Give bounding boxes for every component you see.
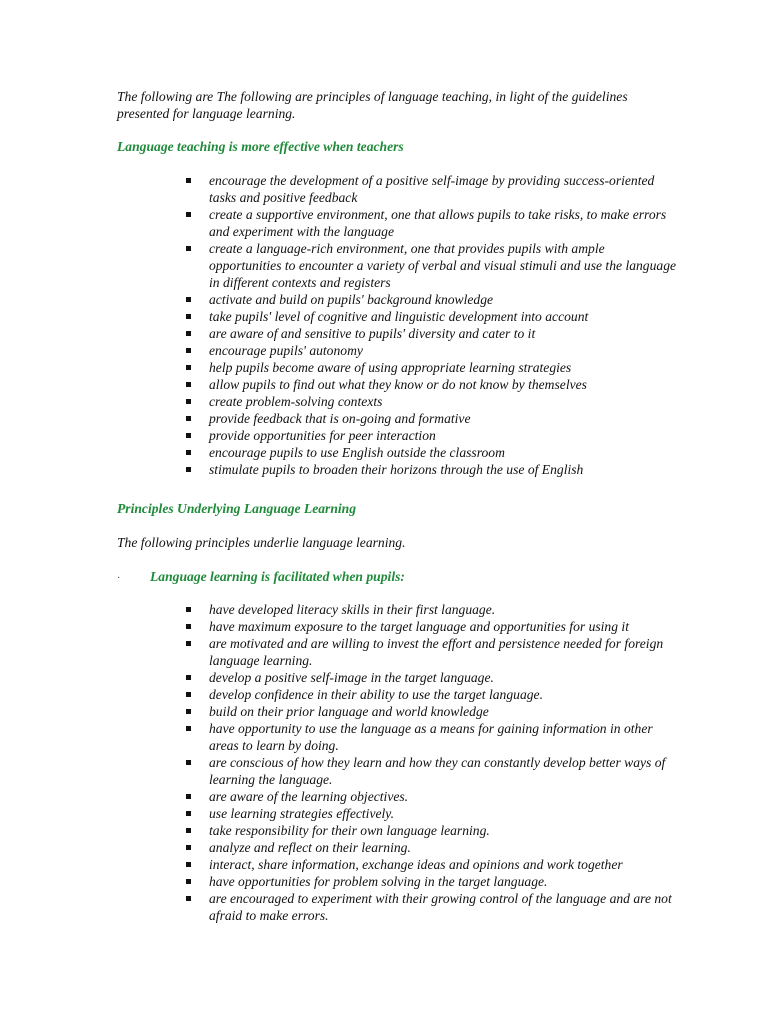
section1-heading: Language teaching is more effective when teachers [117,139,404,154]
list-item: use learning strategies effectively. [209,805,679,822]
section2-subheading: Language learning is facilitated when pupils: [150,569,405,584]
list-item: encourage pupils' autonomy [209,342,679,359]
list-item: interact, share information, exchange ideas and opinions and work together [209,856,679,873]
list-item: develop a positive self-image in the target language. [209,669,679,686]
list-item: develop confidence in their ability to use the target language. [209,686,679,703]
list-item: allow pupils to find out what they know or do not know by themselves [209,376,679,393]
list-item: build on their prior language and world knowledge [209,703,679,720]
section2-intro: The following principles underlie language learning. [117,535,406,550]
list-item: stimulate pupils to broaden their horizons through the use of English [209,461,679,478]
list-item: are motivated and are willing to invest the effort and persistence needed for foreign language learning. [209,635,679,669]
list-item: have maximum exposure to the target language and opportunities for using it [209,618,679,635]
list-item: provide feedback that is on-going and formative [209,410,679,427]
list-item: create a language-rich environment, one that provides pupils with ample opportunities to encounter a variety of verbal and visual stimuli and use the language in different contexts and registers [209,240,679,291]
section1-list [209,172,679,478]
list-item: encourage pupils to use English outside the classroom [209,444,679,461]
list-item: are conscious of how they learn and how they can constantly develop better ways of learning the language. [209,754,679,788]
intro-paragraph: The following are The following are principles of language teaching, in light of the guidelines presented for language learning. [117,89,628,121]
list-item: have developed literacy skills in their first language. [209,601,679,618]
list-item: help pupils become aware of using appropriate learning strategies [209,359,679,376]
list-item: are encouraged to experiment with their growing control of the language and are not afraid to make errors. [209,890,679,924]
section2-heading: Principles Underlying Language Learning [117,501,357,516]
list-item: take responsibility for their own language learning. [209,822,679,839]
list-item: create a supportive environment, one that allows pupils to take risks, to make errors and experiment with the language [209,206,679,240]
list-item: create problem-solving contexts [209,393,679,410]
list-item: have opportunity to use the language as a means for gaining information in other areas to learn by doing. [209,720,679,754]
list-item: activate and build on pupils' background knowledge [209,291,679,308]
list-item: are aware of and sensitive to pupils' diversity and cater to it [209,325,679,342]
section2-list [209,601,679,924]
section2-marker: · [117,573,121,584]
list-item: are aware of the learning objectives. [209,788,679,805]
list-item: have opportunities for problem solving in the target language. [209,873,679,890]
list-item: provide opportunities for peer interaction [209,427,679,444]
list-item: take pupils' level of cognitive and linguistic development into account [209,308,679,325]
list-item: analyze and reflect on their learning. [209,839,679,856]
list-item: encourage the development of a positive self-image by providing success-oriented tasks and positive feedback [209,172,679,206]
